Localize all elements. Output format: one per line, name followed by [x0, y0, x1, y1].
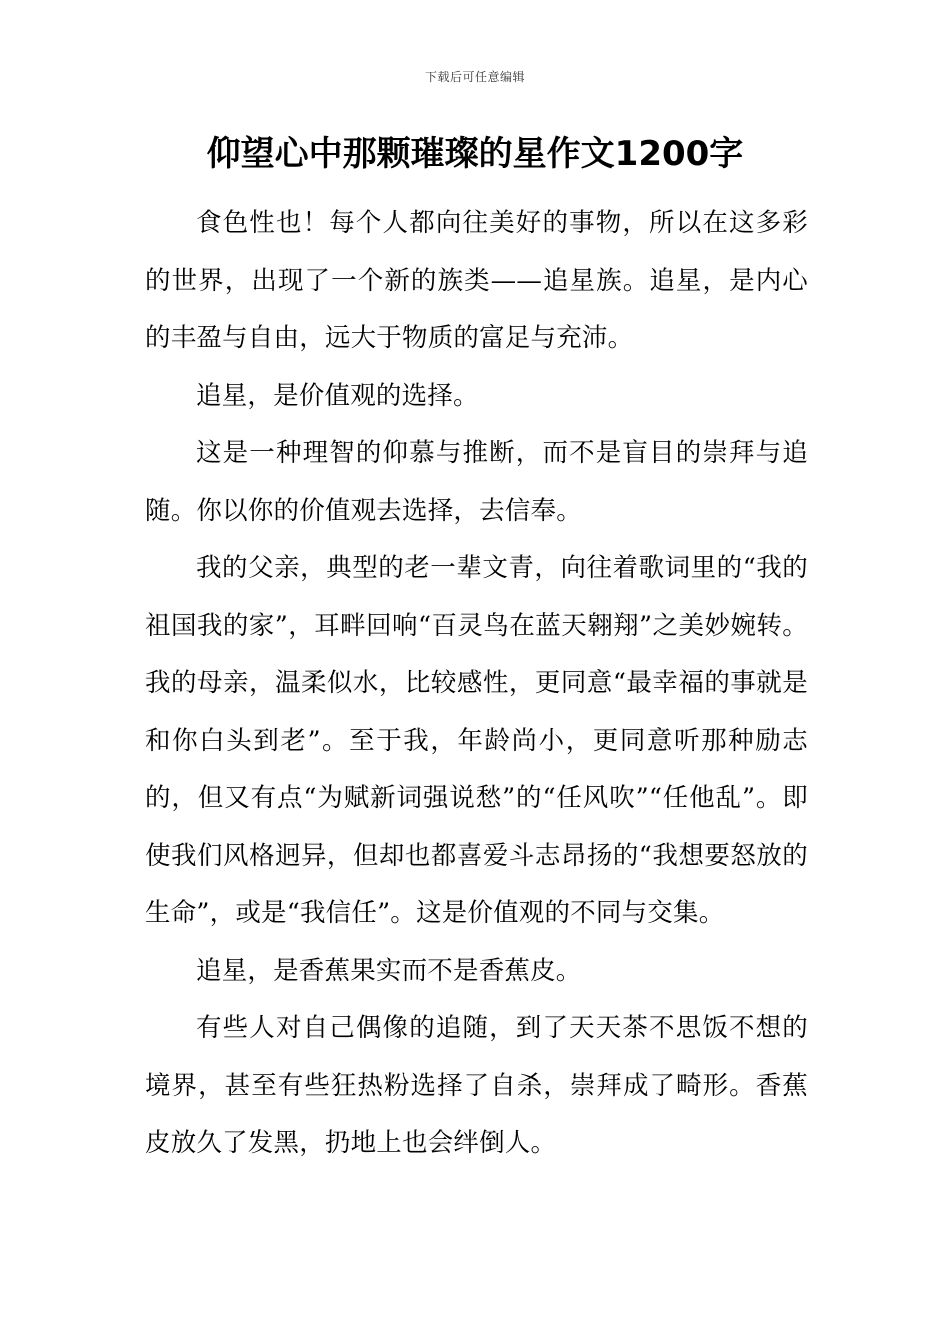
paragraph: 追星，是香蕉果实而不是香蕉皮。 — [196, 955, 582, 986]
paragraph: 追星，是价值观的选择。 — [196, 380, 479, 411]
document-body — [145, 195, 808, 1173]
header-note: 下载后可任意编辑 — [424, 70, 525, 84]
document-title: 仰望心中那颗璀璨的星作文1200字 — [206, 134, 744, 174]
paragraph: 我的父亲，典型的老一辈文青，向往着歌词里的“我的祖国我的家”，耳畔回响“百灵鸟在蓝天翱翔”之美妙婉转。我的母亲，温柔似水，比较感性，更同意“最幸福的事就是和你白头到老”。至于我，年龄尚小，更同意听那种励志的，但又有点“为赋新词强说愁”的“任风吹”“任他乱”。即使我们风格迥异，但却也都喜爱斗志昂扬的“我想要怒放的生命”，或是“我信任”。这是价值观的不同与交集。 — [145, 553, 808, 928]
paragraph: 有些人对自己偶像的追随，到了天天茶不思饭不想的境界，甚至有些狂热粉选择了自杀，崇拜成了畸形。香蕉皮放久了发黑，扔地上也会绊倒人。 — [145, 1013, 808, 1158]
paragraph: 食色性也！每个人都向往美好的事物，所以在这多彩的世界，出现了一个新的族类——追星族。追星，是内心的丰盈与自由，远大于物质的富足与充沛。 — [145, 208, 808, 353]
paragraph: 这是一种理智的仰慕与推断，而不是盲目的崇拜与追随。你以你的价值观去选择，去信奉。 — [145, 438, 808, 526]
